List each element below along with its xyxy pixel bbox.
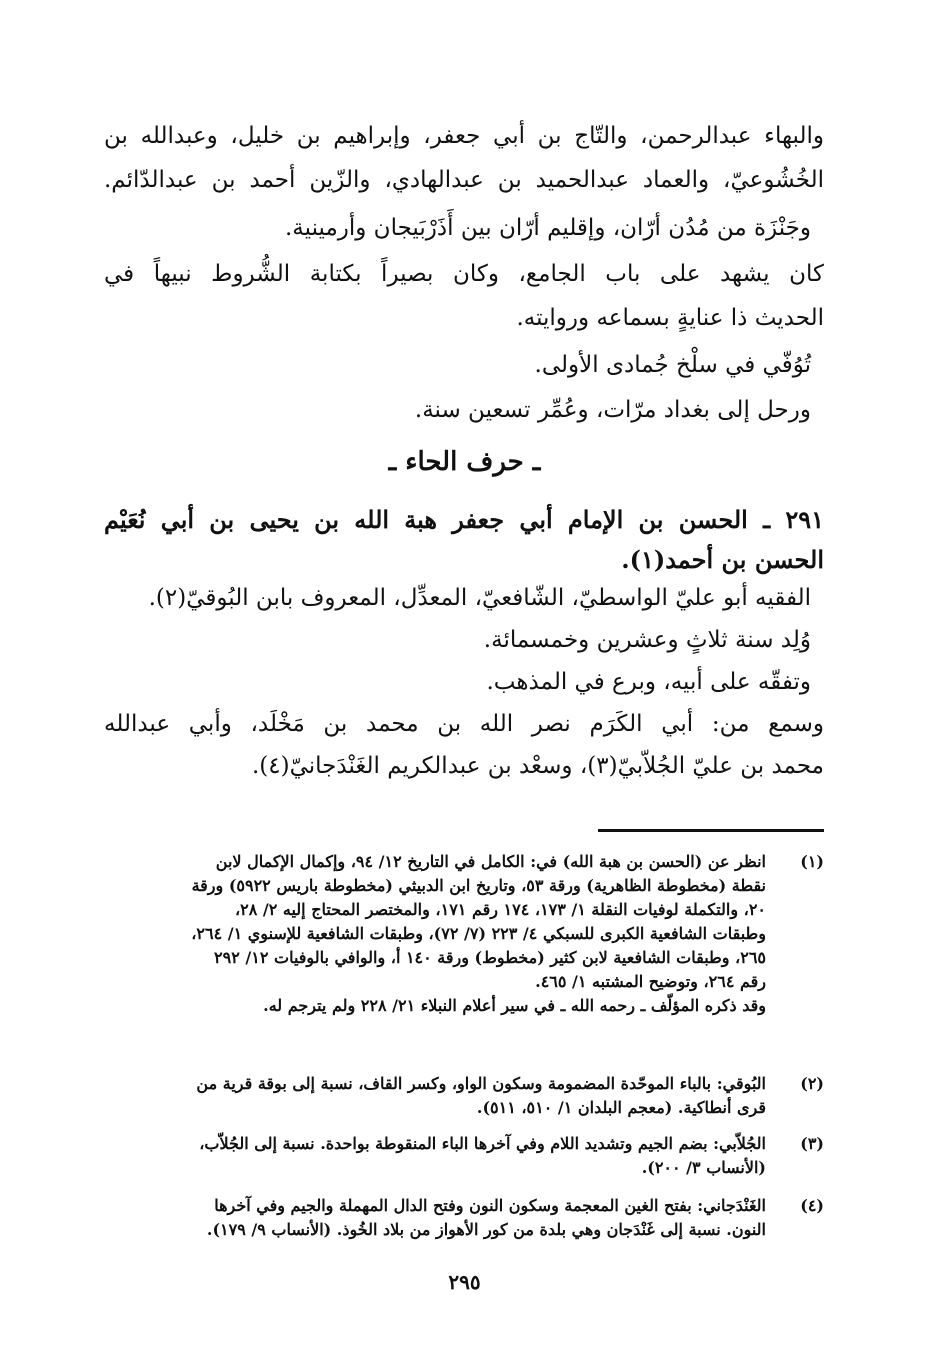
footnote-line: انظر عن (الحسن بن هبة الله) في: الكامل في التاريخ ١٢/ ٩٤، وإكمال الإكمال لابن (215, 852, 766, 871)
footnote-line: وطبقات الشافعية الكبرى للسبكي ٤/ ٢٢٣ (٧/ ٧٢)، وطبقات الشافعية للإسنوي ١/ ٢٦٤، (191, 924, 766, 943)
footnote-2 (104, 1072, 824, 1120)
page-number: ٢٩٥ (448, 1270, 481, 1294)
footnote-line: قرى أنطاكية. (معجم البلدان ١/ ٥١٠، ٥١١). (476, 1098, 766, 1117)
footnote-text (104, 1072, 766, 1120)
entry-line: الفقيه أبو عليّ الواسطيّ، الشّافعيّ، المعدِّل، المعروف بابن البُوقيّ(٢). (148, 585, 811, 611)
footnote-text (104, 1194, 766, 1242)
footnote-text (104, 850, 766, 1018)
body-line: تُوُفّي في سلْخ جُمادى الأولى. (534, 352, 811, 378)
footnote-3 (104, 1132, 824, 1180)
footnote-1 (104, 850, 824, 1018)
footnote-number: (٢) (800, 1074, 824, 1093)
footnote-line: البُوقي: بالباء الموحّدة المضمومة وسكون الواو، وكسر القاف، نسبة إلى بوقة قرية من (196, 1074, 766, 1093)
entry-line: وسمع من: أبي الكَرَم نصر الله بن محمد بن مَخْلَد، وأبي عبدالله (104, 711, 824, 737)
footnote-separator (598, 829, 824, 832)
entry-line: وتفقّه على أبيه، وبرع في المذهب. (486, 669, 811, 695)
body-line: والبهاء عبدالرحمن، والتّاج بن أبي جعفر، وإبراهيم بن خليل، وعبدالله بن (104, 123, 824, 149)
footnote-line: (الأنساب ٣/ ٢٠٠). (641, 1158, 766, 1177)
entry-line: محمد بن عليّ الجُلاّبيّ(٣)، وسعْد بن عبدالكريم الغَنْدَجانيّ(٤). (251, 753, 824, 779)
footnote-line: الغَنْدَجاني: بفتح الغين المعجمة وسكون النون وفتح الدال المهملة والجيم وفي آخرها (214, 1196, 766, 1215)
body-line: الحديث ذا عنايةٍ بسماعه وروايته. (516, 305, 824, 331)
footnote-number: (٤) (800, 1196, 824, 1215)
footnote-line: وقد ذكره المؤلّف ـ رحمه الله ـ في سير أعلام النبلاء ٢١/ ٢٢٨ ولم يترجم له. (263, 996, 766, 1015)
entry-title-line1: ٢٩١ ـ الحسن بن الإمام أبي جعفر هبة الله بن يحيى بن أبي نُعَيْم (104, 505, 824, 534)
body-line: ورحل إلى بغداد مرّات، وعُمِّر تسعين سنة. (414, 397, 811, 423)
body-line: وجَنْزَة من مُدُن أرّان، وإقليم أرّان بين أَذَرْبَيجان وأرمينية. (284, 215, 811, 241)
body-line: الخُشُوعيّ، والعماد عبدالحميد بن عبدالهادي، والزّين أحمد بن عبدالدّائم. (104, 167, 824, 193)
footnote-line: الجُلاّبي: بضم الجيم وتشديد اللام وفي آخرها الباء المنقوطة بواحدة. نسبة إلى الجُلاّب، (199, 1134, 766, 1153)
footnote-4 (104, 1194, 824, 1242)
footnote-number: (١) (800, 852, 824, 871)
entry-line: وُلِد سنة ثلاثٍ وعشرين وخمسمائة. (483, 627, 811, 653)
footnote-line: النون. نسبة إلى غَنْدَجان وهي بلدة من كور الأهواز من بلاد الخُوذ. (الأنساب ٩/ ١٧٩). (206, 1220, 766, 1239)
footnote-number: (٣) (800, 1134, 824, 1153)
footnote-line: رقم ٢٦٤، وتوضيح المشتبه ١/ ٤٦٥. (535, 972, 766, 991)
footnote-line: ٢٠، والتكملة لوفيات النقلة ١/ ١٧٣، ١٧٤ رقم ١٧١، والمختصر المحتاج إليه ٢/ ٢٨، (234, 900, 766, 919)
entry-title-line2: الحسن بن أحمد(١). (621, 545, 824, 574)
footnote-text (104, 1132, 766, 1180)
footnote-line: نقطة (مخطوطة الظاهرية) ورقة ٥٣، وتاريخ ابن الدبيثي (مخطوطة باريس ٥٩٢٢) ورقة (191, 876, 766, 895)
body-line: كان يشهد على باب الجامع، وكان بصيراً بكتابة الشُّروط نبيهاً في (104, 261, 824, 287)
section-heading: ـ حرف الحاء ـ (388, 447, 541, 477)
footnote-line: ٢٦٥، وطبقات الشافعية لابن كثير (مخطوط) ورقة ١٤٠ أ، والوافي بالوفيات ١٢/ ٢٩٢ (214, 948, 766, 967)
